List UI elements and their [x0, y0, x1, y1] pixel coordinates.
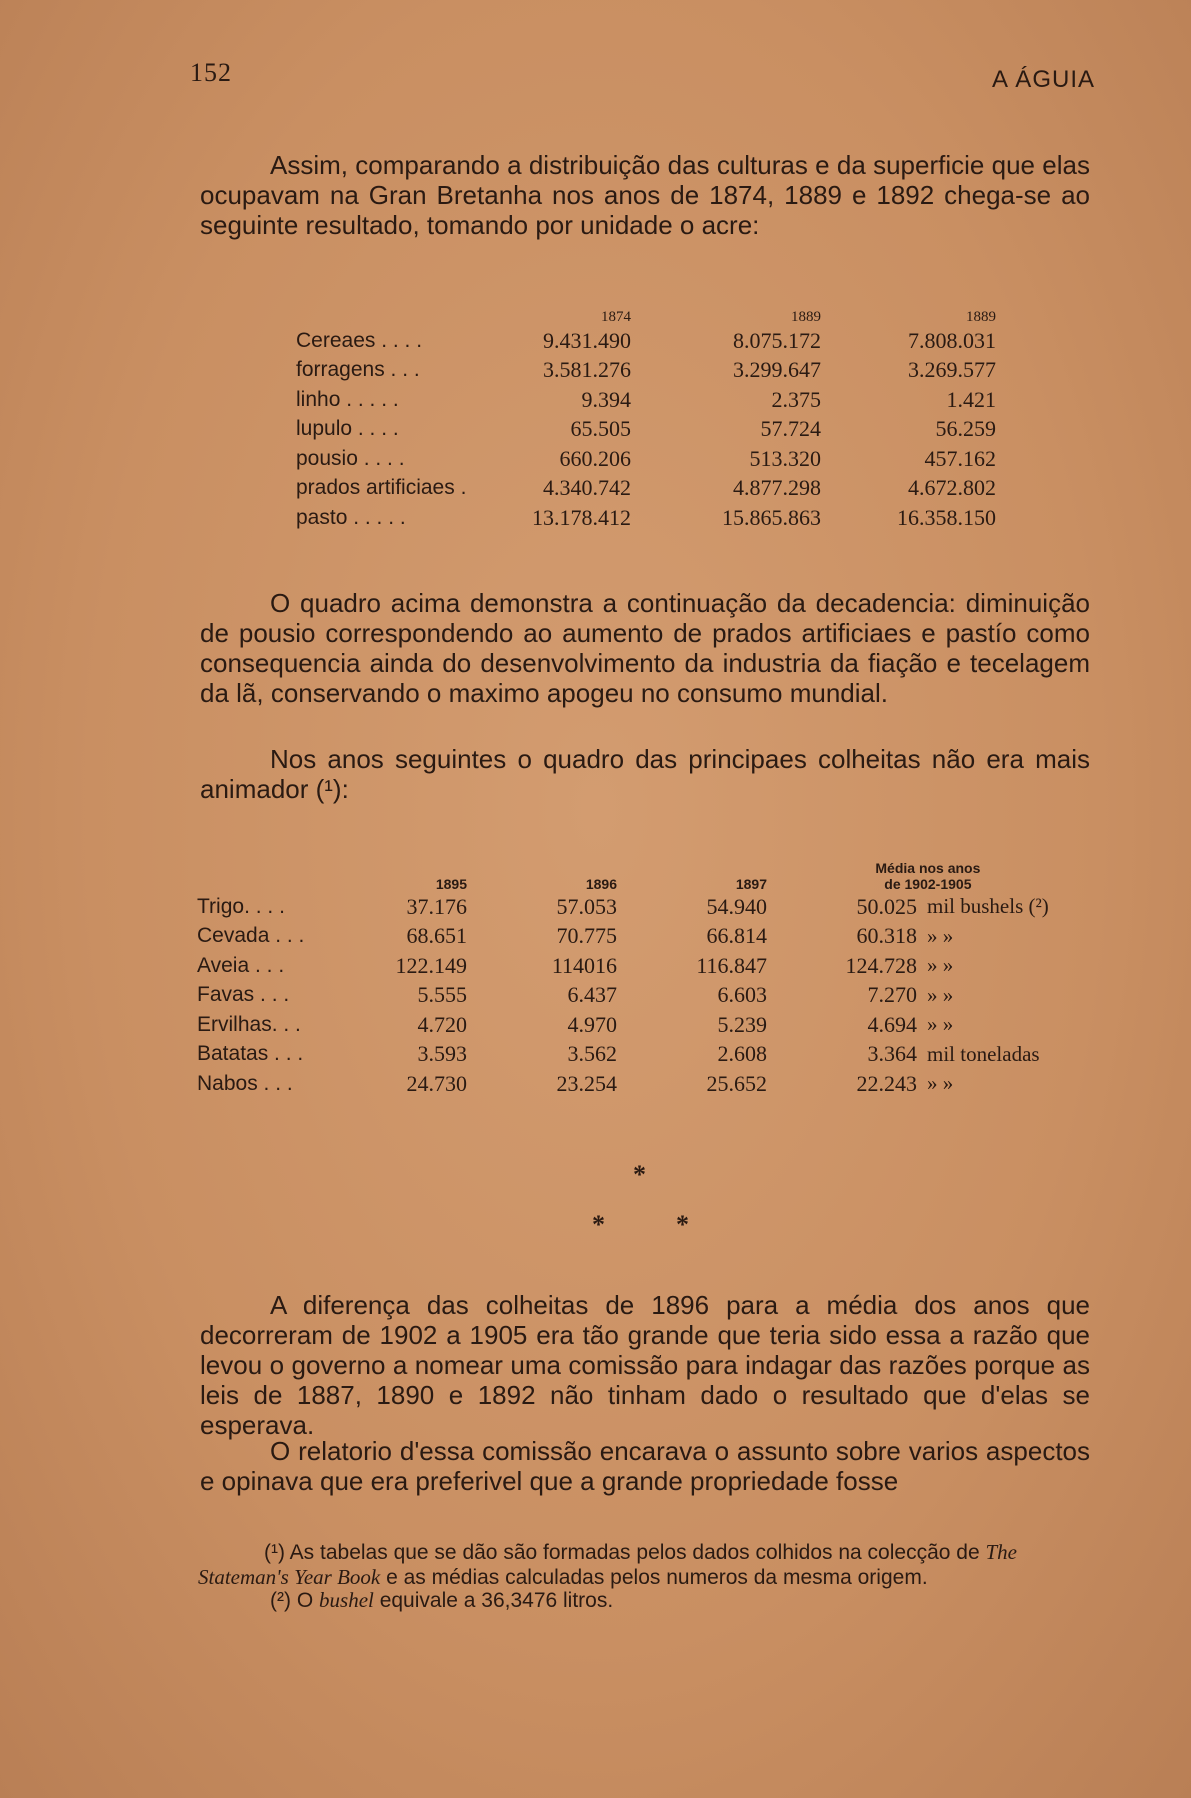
cell: 65.505	[570, 416, 631, 442]
unit-cell: » »	[927, 982, 954, 1007]
row-label: Aveia . . .	[197, 953, 285, 977]
crops-area-table	[296, 298, 996, 533]
row-label: pasto . . . . .	[296, 505, 406, 529]
row-label: Batatas . . .	[197, 1042, 304, 1066]
cell: 37.176	[406, 893, 467, 919]
running-title: A ÁGUIA	[991, 66, 1095, 93]
row-label: pousio . . . .	[296, 446, 405, 470]
table-row	[296, 415, 996, 445]
footnote-1-rest: e as médias calculadas pelos numeros da mesma origem.	[386, 1566, 928, 1589]
cell: 3.299.647	[733, 357, 821, 383]
cell: 8.075.172	[733, 327, 821, 353]
cell: 6.437	[567, 982, 617, 1008]
cell: 50.025	[856, 893, 917, 919]
cell: 1.421	[946, 386, 996, 412]
cell: 4.720	[417, 1011, 467, 1037]
table-row	[197, 1010, 1049, 1040]
cell: 60.318	[856, 923, 917, 949]
cell: 4.340.742	[543, 475, 631, 501]
row-label: prados artificiaes .	[296, 476, 467, 500]
paragraph-5: O relatorio d'essa comissão encarava o assunto sobre varios aspectos e opinava que era preferivel que a grande propriedade fosse	[200, 1436, 1090, 1496]
cell: 4.694	[867, 1011, 917, 1037]
table-row	[197, 1069, 1049, 1099]
cell: 3.364	[867, 1041, 917, 1067]
col-header: 1897	[735, 876, 767, 892]
cell: 68.651	[406, 923, 467, 949]
cell: 15.865.863	[722, 504, 821, 530]
paragraph-3: Nos anos seguintes o quadro das principaes colheitas não era mais animador (¹):	[200, 744, 1090, 804]
table-header-row	[296, 298, 996, 326]
asterism-left: *	[592, 1210, 605, 1239]
col-header: 1895	[435, 876, 467, 892]
table-row	[296, 444, 996, 474]
cell: 22.243	[856, 1070, 917, 1096]
cell: 7.808.031	[908, 327, 996, 353]
paragraph-2: O quadro acima demonstra a continuação da decadencia: diminuição de pousio correspondendo ao aumento de prados artificiaes e pastío como consequencia ainda do desenvolvimento da industria da fiação e tecelagem da lã, conservando o maximo apogeu no consumo mundial.	[200, 588, 1090, 708]
cell: 660.206	[559, 445, 631, 471]
cell: 13.178.412	[532, 504, 631, 530]
cell: 25.652	[706, 1070, 767, 1096]
col-header: 1889	[791, 309, 821, 325]
footnote-1-text: As tabelas que se dão são formadas pelos dados colhidos na colecção de	[289, 1541, 980, 1564]
cell: 3.562	[567, 1041, 617, 1067]
table-row	[296, 503, 996, 533]
footnote-1	[198, 1540, 1088, 1590]
cell: 3.581.276	[543, 357, 631, 383]
row-label: Cereaes . . . .	[296, 328, 423, 352]
cell: 2.608	[717, 1041, 767, 1067]
cell: 6.603	[717, 982, 767, 1008]
average-header-line-2: de 1902-1905	[884, 876, 972, 892]
table-row	[197, 981, 1049, 1011]
table-row	[197, 892, 1049, 922]
table-header-row	[197, 848, 1049, 892]
cell: 4.672.802	[908, 475, 996, 501]
cell: 23.254	[556, 1070, 617, 1096]
col-header: 1874	[601, 309, 631, 325]
footnote-2-mark: (²)	[270, 1589, 291, 1612]
paragraph-1: Assim, comparando a distribuição das culturas e da superficie que elas ocupavam na Gran Bretanha nos anos de 1874, 1889 e 1892 chega-se ao seguinte resultado, tomando por unidade o acre:	[200, 150, 1090, 240]
cell: 57.053	[556, 893, 617, 919]
row-label: lupulo . . . .	[296, 417, 399, 441]
table-row	[197, 922, 1049, 952]
cell: 4.970	[567, 1011, 617, 1037]
footnote-2	[198, 1588, 1088, 1613]
cell: 56.259	[935, 416, 996, 442]
unit-cell: » »	[927, 1071, 954, 1096]
cell: 7.270	[867, 982, 917, 1008]
unit-cell: » »	[927, 1012, 954, 1037]
page-number: 152	[190, 58, 232, 87]
asterism-top: *	[633, 1160, 646, 1189]
cell: 116.847	[696, 952, 767, 978]
unit-cell: mil bushels (²)	[927, 894, 1049, 919]
cell: 57.724	[760, 416, 821, 442]
harvest-table	[197, 848, 1049, 1099]
cell: 5.239	[717, 1011, 767, 1037]
row-label: Favas . . .	[197, 983, 290, 1007]
footnote-2-rest: equivale a 36,3476 litros.	[379, 1589, 614, 1612]
cell: 24.730	[406, 1070, 467, 1096]
cell: 66.814	[706, 923, 767, 949]
label-header	[197, 848, 347, 892]
table-row	[197, 951, 1049, 981]
asterism-right: *	[676, 1210, 689, 1239]
table-row	[296, 385, 996, 415]
cell: 122.149	[395, 952, 467, 978]
unit-cell: » »	[927, 953, 954, 978]
col-header: 1889	[966, 309, 996, 325]
label-header	[296, 298, 501, 326]
footnote-2-word: bushel	[319, 1588, 374, 1612]
cell: 457.162	[924, 445, 996, 471]
unit-cell: » »	[927, 923, 954, 948]
cell: 9.394	[581, 386, 631, 412]
cell: 9.431.490	[543, 327, 631, 353]
footnote-2-text: O	[296, 1589, 314, 1612]
table-row	[296, 326, 996, 356]
row-label: Ervilhas. . .	[197, 1012, 301, 1036]
cell: 3.269.577	[908, 357, 996, 383]
unit-cell: mil toneladas	[927, 1041, 1040, 1066]
cell: 124.728	[845, 952, 917, 978]
cell: 16.358.150	[897, 504, 996, 530]
cell: 513.320	[749, 445, 821, 471]
cell: 70.775	[556, 923, 617, 949]
table-row	[296, 356, 996, 386]
average-header	[767, 848, 1049, 892]
table-row	[296, 474, 996, 504]
row-label: forragens . . .	[296, 358, 420, 382]
row-label: linho . . . . .	[296, 387, 399, 411]
cell: 4.877.298	[733, 475, 821, 501]
row-label: Cevada . . .	[197, 924, 305, 948]
average-header-line-1: Média nos anos	[875, 860, 981, 876]
footnote-1-mark: (¹)	[264, 1541, 285, 1564]
cell: 114016	[551, 952, 617, 978]
row-label: Trigo. . . .	[197, 894, 285, 918]
table-row	[197, 1040, 1049, 1070]
col-header: 1896	[585, 876, 617, 892]
paragraph-4: A diferença das colheitas de 1896 para a média dos anos que decorreram de 1902 a 1905 era tão grande que teria sido essa a razão que levou o governo a nomear uma comissão para indagar das razões porque as leis de 1887, 1890 e 1892 não tinham dado o resultado que d'elas se esperava.	[200, 1290, 1090, 1440]
row-label: Nabos . . .	[197, 1071, 293, 1095]
cell: 3.593	[417, 1041, 467, 1067]
cell: 2.375	[771, 386, 821, 412]
footnote-1-book: The Stateman's Year Book	[198, 1540, 1017, 1589]
cell: 54.940	[706, 893, 767, 919]
cell: 5.555	[417, 982, 467, 1008]
